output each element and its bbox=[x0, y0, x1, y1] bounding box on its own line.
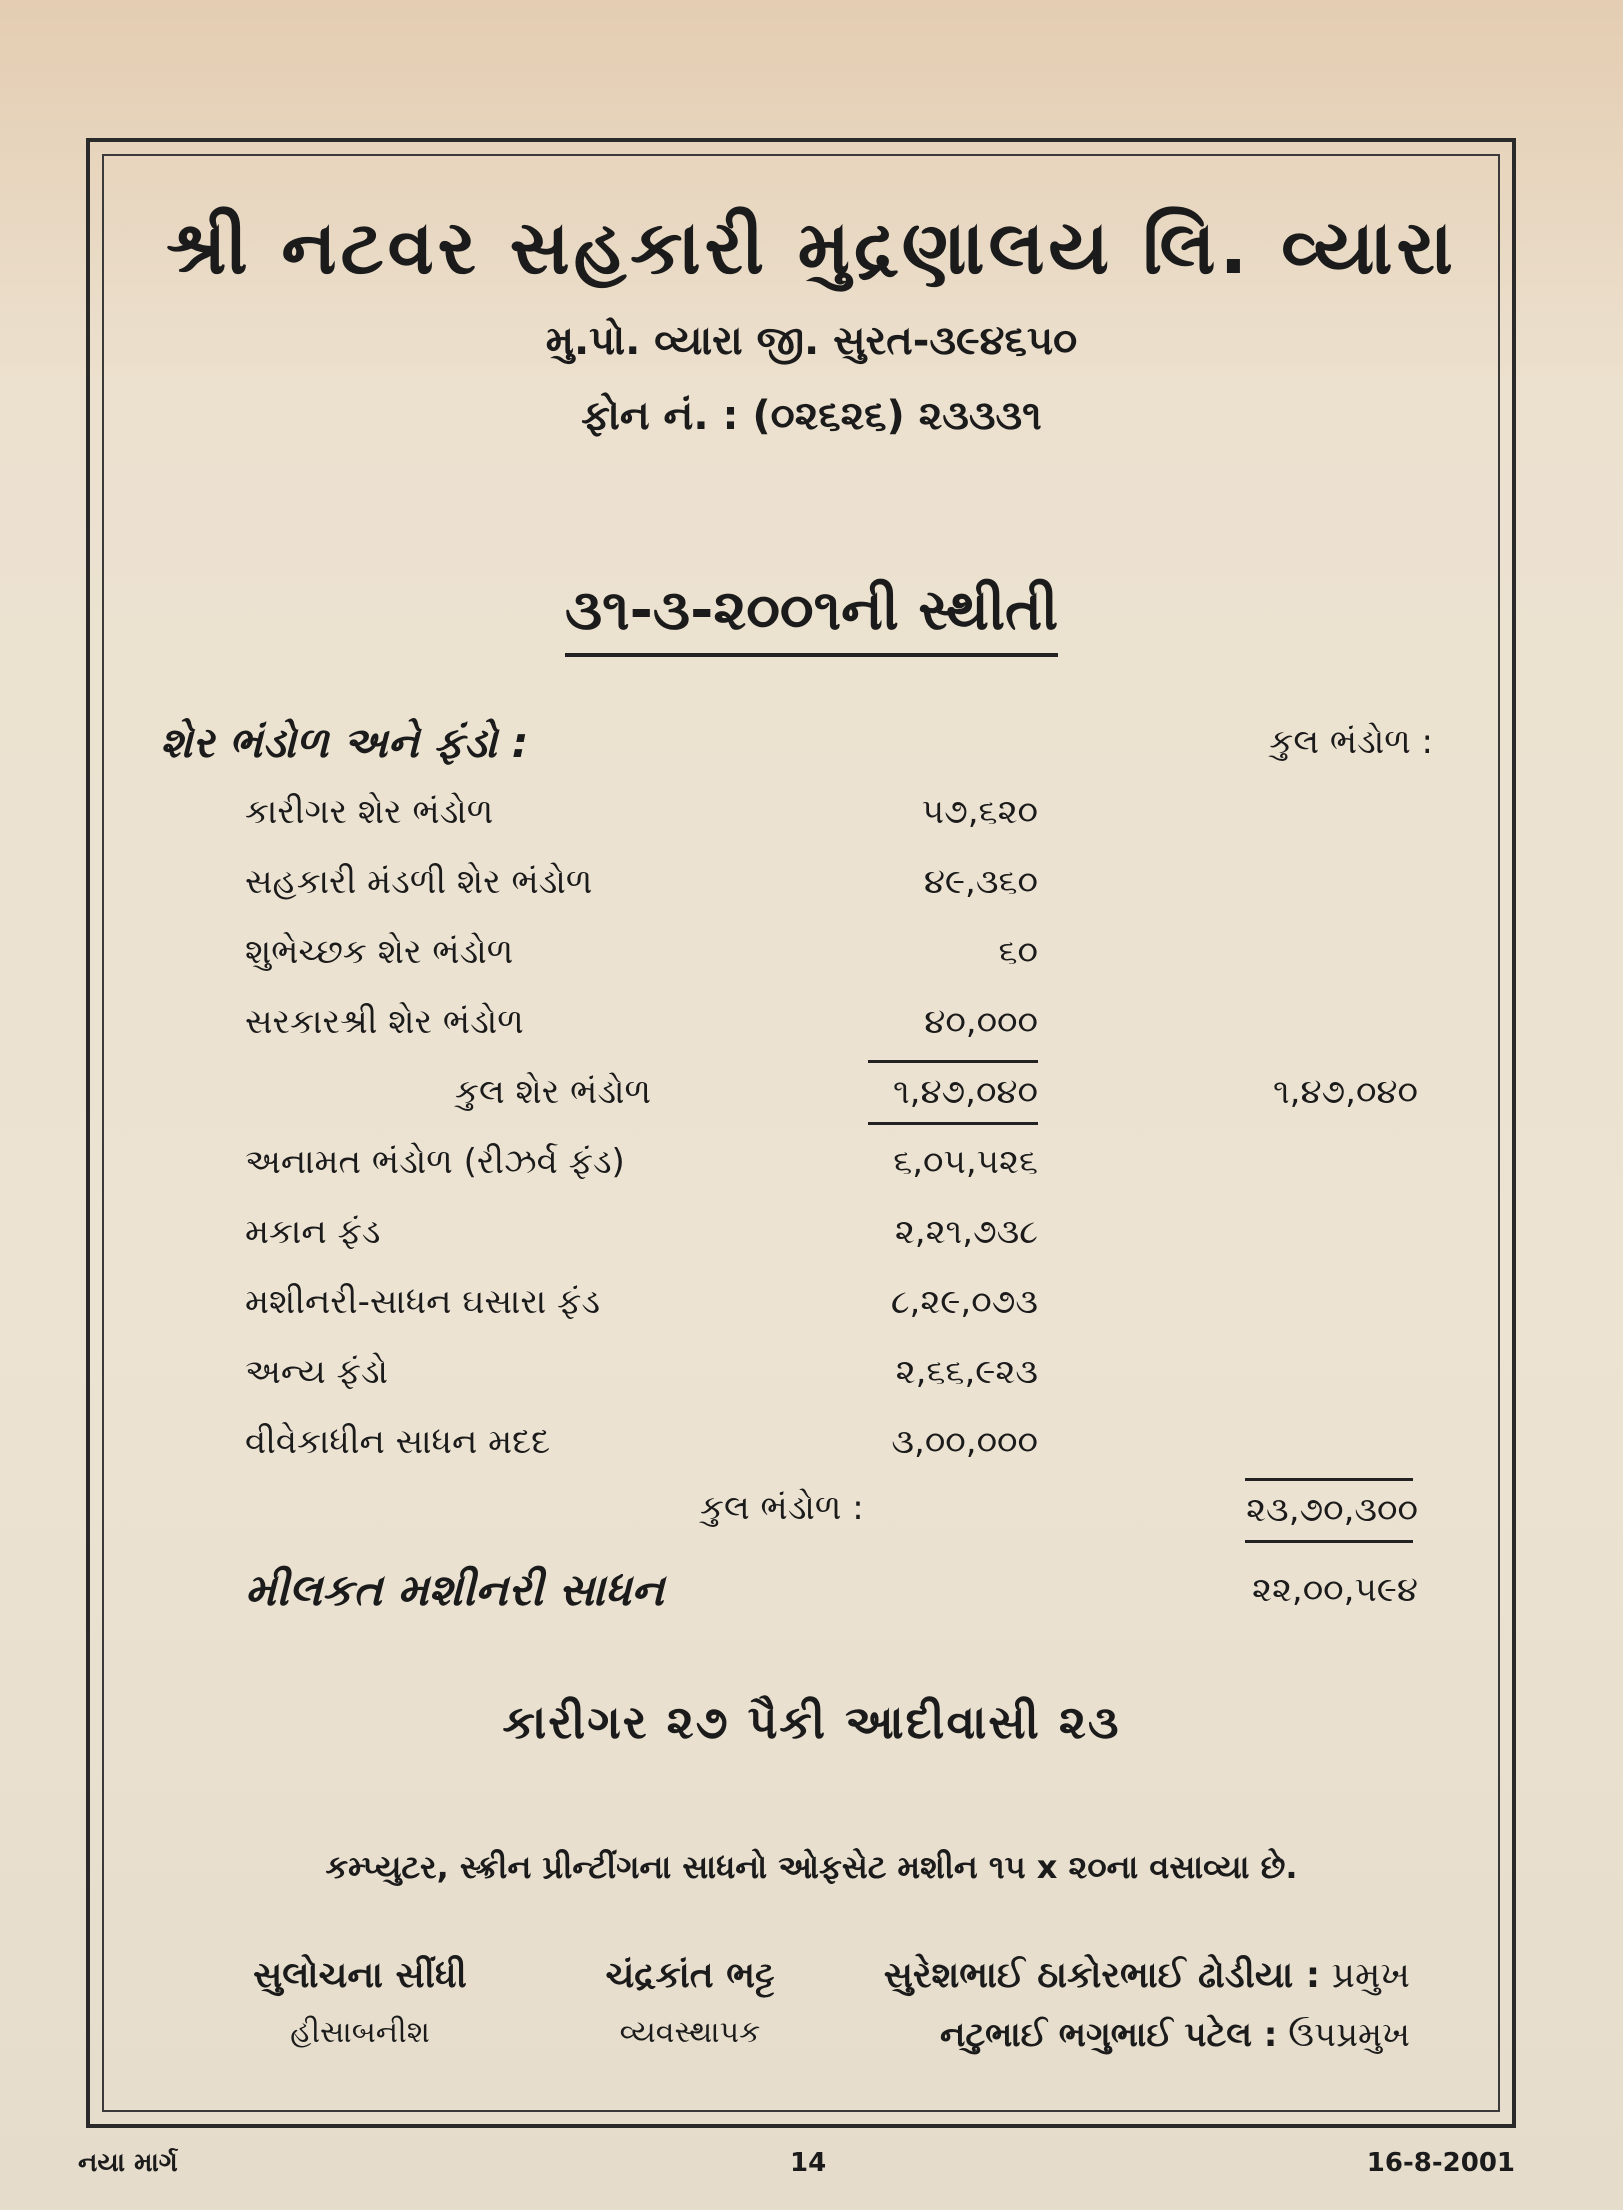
grand-total-bottom-rule bbox=[1245, 1540, 1413, 1543]
page-inner-border bbox=[102, 154, 1500, 2112]
fund-row-label: મકાન ફંડ bbox=[245, 1212, 381, 1252]
share-subtotal-label: કુલ શેર ભંડોળ bbox=[455, 1072, 652, 1112]
footer-page-number: 14 bbox=[790, 2148, 827, 2178]
total-column-heading: કુલ ભંડોળ : bbox=[1269, 722, 1433, 762]
share-subtotal-value: ૧,૪૭,૦૪૦ bbox=[892, 1072, 1038, 1112]
share-section-heading: શેર ભંડોળ અને ફંડો : bbox=[160, 718, 529, 767]
fund-row-value: ૬,૦૫,૫૨૬ bbox=[893, 1142, 1038, 1182]
share-row-value: ૫૭,૬૨૦ bbox=[921, 792, 1038, 832]
share-row-label: કારીગર શેર ભંડોળ bbox=[245, 792, 494, 832]
property-label: મીલકત મશીનરી સાધન bbox=[245, 1565, 665, 1616]
officer-line bbox=[870, 1955, 1410, 1997]
fund-row-value: ૨,૨૧,૭૩૮ bbox=[894, 1212, 1038, 1252]
grand-total-top-rule bbox=[1245, 1478, 1413, 1481]
fund-row-value: ૨,૬૬,૯૨૩ bbox=[895, 1352, 1038, 1392]
fund-row-value: ૮,૨૯,૦૭૩ bbox=[890, 1282, 1038, 1322]
artisans-note: કારીગર ૨૭ પૈકી આદીવાસી ૨૩ bbox=[502, 1695, 1121, 1749]
company-title: શ્રી નટવર સહકારી મુદ્રણાલય લિ. વ્યારા bbox=[166, 205, 1457, 291]
officer-name: સુરેશભાઈ ઠાકોરભાઈ ઢોડીયા : bbox=[883, 1955, 1321, 1996]
fund-row-label: અનામત ભંડોળ (રીઝર્વ ફંડ) bbox=[245, 1142, 625, 1182]
machines-note: કમ્પ્યુટર, સ્ક્રીન પ્રીન્ટીંગના સાધનો ઓફસેટ મશીન ૧૫ x ૨૦ના વસાવ્યા છે. bbox=[325, 1848, 1298, 1886]
officer-role: ઉપપ્રમુખ bbox=[1288, 2015, 1410, 2055]
share-row-value: ૪૯,૩૬૦ bbox=[923, 862, 1038, 902]
fund-row-label: વીવેકાધીન સાધન મદદ bbox=[245, 1422, 551, 1462]
fund-row-value: ૩,૦૦,૦૦૦ bbox=[891, 1422, 1038, 1462]
status-heading bbox=[0, 578, 1623, 644]
subtotal-top-rule bbox=[868, 1060, 1038, 1063]
grand-total-label: કુલ ભંડોળ : bbox=[700, 1488, 864, 1528]
officer-line bbox=[870, 2015, 1410, 2055]
fund-row-label: અન્ય ફંડો bbox=[245, 1352, 388, 1392]
footer-publication: નયા માર્ગ bbox=[78, 2148, 178, 2178]
status-heading-text: ૩૧-૩-૨૦૦૧ની સ્થીતી bbox=[565, 578, 1058, 657]
share-row-value: ૪૦,૦૦૦ bbox=[924, 1002, 1038, 1042]
signatory-name: ચંદ્રકાંત ભટ્ટ bbox=[605, 1955, 775, 1996]
grand-total-value: ૨૩,૭૦,૩૦૦ bbox=[1246, 1490, 1418, 1530]
signatory-role: હીસાબનીશ bbox=[290, 2015, 430, 2050]
property-value: ૨૨,૦૦,૫૯૪ bbox=[1251, 1570, 1418, 1610]
share-row-label: સહકારી મંડળી શેર ભંડોળ bbox=[245, 862, 593, 902]
signatory-role: વ્યવસ્થાપક bbox=[619, 2015, 761, 2050]
officer-role: પ્રમુખ bbox=[1331, 1955, 1410, 1996]
share-row-label: સરકારશ્રી શેર ભંડોળ bbox=[245, 1002, 524, 1042]
company-address: મુ.પો. વ્યારા જી. સુરત-૩૯૪૬૫૦ bbox=[545, 318, 1078, 364]
footer-date: 16-8-2001 bbox=[1366, 2148, 1515, 2178]
share-subtotal-right-value: ૧,૪૭,૦૪૦ bbox=[1272, 1072, 1418, 1112]
fund-row-label: મશીનરી-સાધન ઘસારા ફંડ bbox=[245, 1282, 600, 1322]
officer-name: નટુભાઈ ભગુભાઈ પટેલ : bbox=[940, 2015, 1278, 2055]
company-phone: ફોન નં. : (૦૨૬૨૬) ૨૩૩૩૧ bbox=[581, 393, 1042, 439]
share-row-label: શુભેચ્છક શેર ભંડોળ bbox=[245, 932, 514, 972]
signatory-name: સુલોચના સીંધી bbox=[253, 1955, 467, 1996]
share-row-value: ૬૦ bbox=[998, 932, 1038, 972]
subtotal-bottom-rule bbox=[868, 1122, 1038, 1125]
